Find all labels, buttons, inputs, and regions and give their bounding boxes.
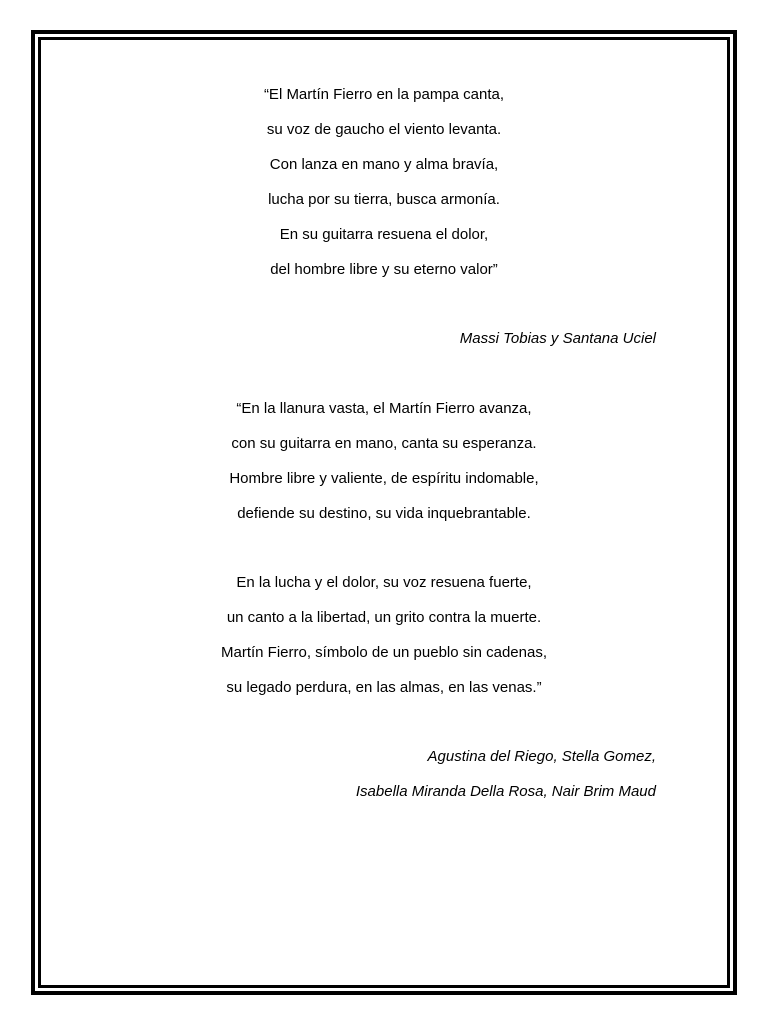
poem-line: un canto a la libertad, un grito contra la muerte. [226, 609, 542, 626]
poem-line: con su guitarra en mano, canta su esperanza. [231, 435, 537, 452]
poem-2-stanza-2 [112, 574, 656, 714]
poem-line: Con lanza en mano y alma bravía, [269, 156, 499, 173]
poem-1 [112, 86, 656, 296]
author-line: Isabella Miranda Della Rosa, Nair Brim Maud [355, 783, 656, 800]
poem-line: Hombre libre y valiente, de espíritu indomable, [229, 470, 539, 487]
poem-line: “El Martín Fierro en la pampa canta, [263, 86, 505, 103]
poem-line: “En la llanura vasta, el Martín Fierro avanza, [236, 400, 532, 417]
author-line: Agustina del Riego, Stella Gomez, [427, 748, 656, 765]
poem-line: En la lucha y el dolor, su voz resuena fuerte, [236, 574, 532, 591]
poem-2-stanza-1 [112, 400, 656, 540]
poem-line: defiende su destino, su vida inquebrantable. [237, 505, 531, 522]
author-line: Massi Tobias y Santana Uciel [459, 330, 656, 347]
poem-line: En su guitarra resuena el dolor, [279, 226, 489, 243]
poem-1-authors [112, 330, 656, 365]
poem-line: del hombre libre y su eterno valor” [270, 261, 498, 278]
poem-line: Martín Fierro, símbolo de un pueblo sin cadenas, [220, 644, 547, 661]
poem-line: su legado perdura, en las almas, en las venas.” [226, 679, 542, 696]
poem-line: lucha por su tierra, busca armonía. [268, 191, 500, 208]
poem-2-authors [112, 748, 656, 818]
poem-line: su voz de gaucho el viento levanta. [266, 121, 502, 138]
